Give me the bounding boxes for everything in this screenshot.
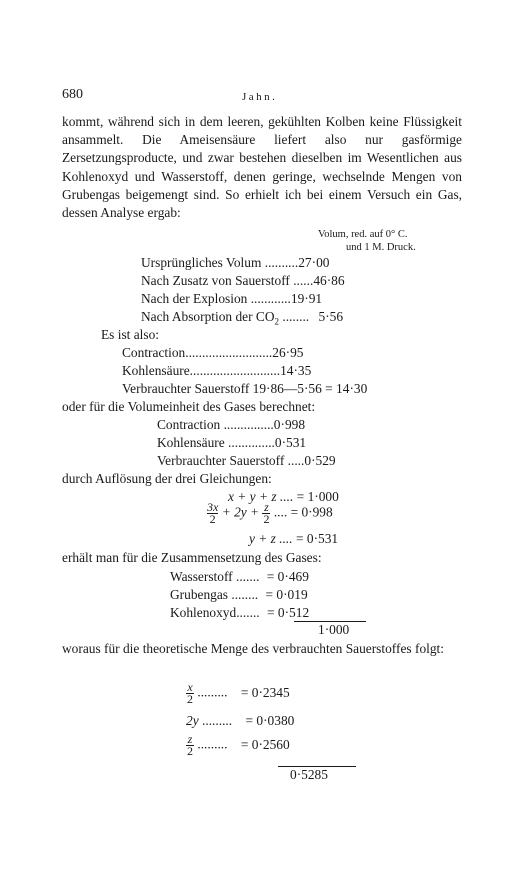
composition-label: Kohlenoxyd....... [170, 605, 260, 620]
analysis-dots: ........ [279, 309, 310, 324]
fraction-denominator: 2 [187, 744, 193, 758]
analysis-row [141, 254, 329, 272]
equations-intro: durch Auflösung der drei Gleichungen: [62, 471, 272, 486]
analysis-value: 5·56 [318, 309, 344, 324]
composition-label: Wasserstoff ....... [170, 569, 260, 584]
oxygen-label: 2y [186, 713, 199, 728]
fraction-denominator: 2 [207, 513, 218, 525]
per-unit-value: 0·998 [273, 417, 306, 432]
per-unit-label: Verbrauchter Sauerstoff ..... [157, 453, 305, 468]
running-head: Jahn. [242, 91, 278, 103]
equation-1-rhs: = 1·000 [296, 489, 339, 504]
result-value: 14·35 [280, 363, 312, 378]
oxygen-value: = 0·2560 [240, 736, 290, 752]
analysis-value: 46·86 [313, 273, 345, 288]
per-unit-intro: oder für die Volumeinheit des Gases berechnet: [62, 399, 316, 414]
per-unit-value: 0·531 [274, 435, 307, 450]
result-label: Contraction.......................... [122, 345, 273, 360]
oxygen-dots: ......... [197, 736, 228, 752]
oxygen-intro: woraus für die theoretische Menge des verbrauchten Sauerstoffes folgt: [62, 641, 444, 656]
equation-2-middle: + 2y + [221, 504, 260, 520]
composition-row [170, 586, 308, 604]
composition-value: = 0·469 [266, 569, 309, 584]
fraction-z-over-2 [186, 734, 194, 757]
es-ist-also: Es ist also: [101, 327, 160, 342]
analysis-row [141, 308, 343, 326]
analysis-label: Nach Zusatz von Sauerstoff ...... [141, 273, 314, 288]
intro-paragraph: kommt, während sich in dem leeren, gekühlten Kolben keine Flüssigkeit ansammelt. Die Ameisensäure liefert also nur gasförmige Zersetzungsproducte, und zwar bestehen dieselben im Wesentlichen aus Kohlenoxyd und Wasserstoff, denen geringe, wechselnde Mengen von Grubengas beigemengt sind. So erhielt ich bei einem Versuch ein Gas, dessen Analyse ergab: [62, 114, 462, 221]
composition-row [170, 568, 309, 586]
fraction-denominator: 2 [187, 692, 193, 706]
oxygen-dots: ......... [202, 713, 233, 728]
volume-note-line2: und 1 M. Druck. [346, 242, 416, 253]
result-row [122, 344, 304, 362]
composition-value: = 0·512 [267, 605, 310, 620]
fraction-x-over-2 [186, 682, 194, 705]
per-unit-row [157, 452, 336, 470]
per-unit-label: Kohlensäure .............. [157, 435, 275, 450]
volume-note-line1: Volum, red. auf 0° C. [318, 229, 408, 240]
result-label: Kohlensäure........................... [122, 363, 281, 378]
result-row [122, 380, 367, 398]
per-unit-row [157, 434, 306, 452]
result-label: Verbrauchter Sauerstoff 19·86—5·56 = 14·30 [122, 381, 368, 396]
equation-2-rhs: = 0·998 [290, 504, 333, 520]
result-row [122, 362, 311, 380]
fraction-numerator: x [187, 680, 193, 694]
equation-2 [207, 502, 333, 525]
result-value: 26·95 [272, 345, 304, 360]
analysis-label: Nach Absorption der CO [141, 309, 275, 324]
fraction-numerator: 3x [207, 500, 219, 514]
fraction-denominator: 2 [263, 512, 270, 526]
equation-3 [249, 530, 338, 548]
page-number: 680 [62, 87, 83, 102]
oxygen-dots: ......... [197, 684, 228, 700]
composition-value: = 0·019 [265, 587, 308, 602]
analysis-label: Nach der Explosion ............ [141, 291, 291, 306]
analysis-row [141, 290, 322, 308]
analysis-row [141, 272, 345, 290]
oxygen-total: 0·5285 [290, 767, 328, 782]
equation-3-lhs: y + z .... [249, 531, 293, 546]
oxygen-row [186, 712, 294, 730]
fraction-z-over-2 [262, 502, 270, 525]
fraction-numerator: z [264, 500, 269, 514]
oxygen-value: = 0·0380 [245, 713, 295, 728]
oxygen-value: = 0·2345 [240, 684, 290, 700]
fraction-3x-over-2 [207, 502, 218, 525]
equation-2-dots: .... [273, 504, 288, 520]
composition-intro: erhält man für die Zusammensetzung des Gases: [62, 550, 322, 565]
per-unit-label: Contraction ............... [157, 417, 274, 432]
analysis-subscript: 2 [274, 316, 280, 327]
composition-row [170, 604, 309, 622]
equation-3-rhs: = 0·531 [295, 531, 339, 546]
composition-label: Grubengas ........ [170, 587, 259, 602]
equation-1-lhs: x + y + z .... [228, 489, 294, 504]
fraction-numerator: z [187, 732, 193, 746]
analysis-value: 19·91 [290, 291, 323, 306]
per-unit-row [157, 416, 305, 434]
oxygen-row [186, 682, 290, 705]
per-unit-value: 0·529 [304, 453, 336, 468]
analysis-label: Ursprüngliches Volum .......... [141, 255, 299, 270]
oxygen-row [186, 734, 290, 757]
composition-total: 1·000 [318, 622, 350, 637]
analysis-value: 27·00 [298, 255, 330, 270]
